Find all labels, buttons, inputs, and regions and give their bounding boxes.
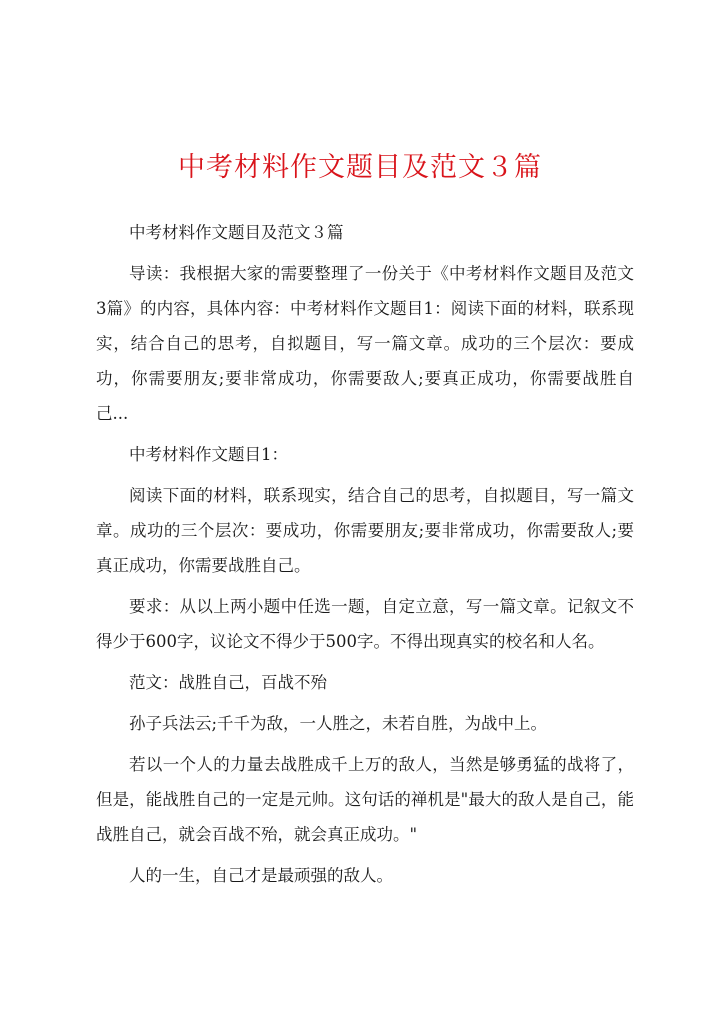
paragraph-question-heading: 中考材料作文题目1： (129, 445, 288, 464)
paragraph-body-2: 人的一生，自己才是最顽强的敌人。 (129, 866, 393, 885)
paragraph-quote: 孙子兵法云;千千为敌，一人胜之，未若自胜，为战中上。 (129, 714, 548, 733)
paragraph-subtitle: 中考材料作文题目及范文３篇 (129, 223, 344, 242)
document-title: 中考材料作文题目及范文３篇 (178, 152, 542, 183)
paragraph-sample-title: 范文：战胜自己，百战不殆 (129, 673, 327, 692)
document-body (96, 215, 634, 899)
paragraph-body-1: 若以一个人的力量去战胜成千上万的敌人，当然是够勇猛的战将了，但是，能战胜自己的一定是元帅。这句话的禅机是"最大的敌人是自己，能战胜自己，就会百战不殆，就会真正成功。" (96, 755, 634, 844)
paragraph-question-text: 阅读下面的材料，联系现实，结合自己的思考，自拟题目，写一篇文章。成功的三个层次：要成功，你需要朋友;要非常成功，你需要敌人;要真正成功，你需要战胜自己。 (96, 486, 634, 575)
paragraph-requirements: 要求：从以上两小题中任选一题，自定立意，写一篇文章。记叙文不得少于600字，议论文不得少于500字。不得出现真实的校名和人名。 (96, 597, 634, 651)
paragraph-intro: 导读：我根据大家的需要整理了一份关于《中考材料作文题目及范文3篇》的内容，具体内容：中考材料作文题目1：阅读下面的材料，联系现实，结合自己的思考，自拟题目，写一篇文章。成功的三个层次：要成功，你需要朋友;要非常成功，你需要敌人;要真正成功，你需要战胜自己... (96, 264, 634, 423)
